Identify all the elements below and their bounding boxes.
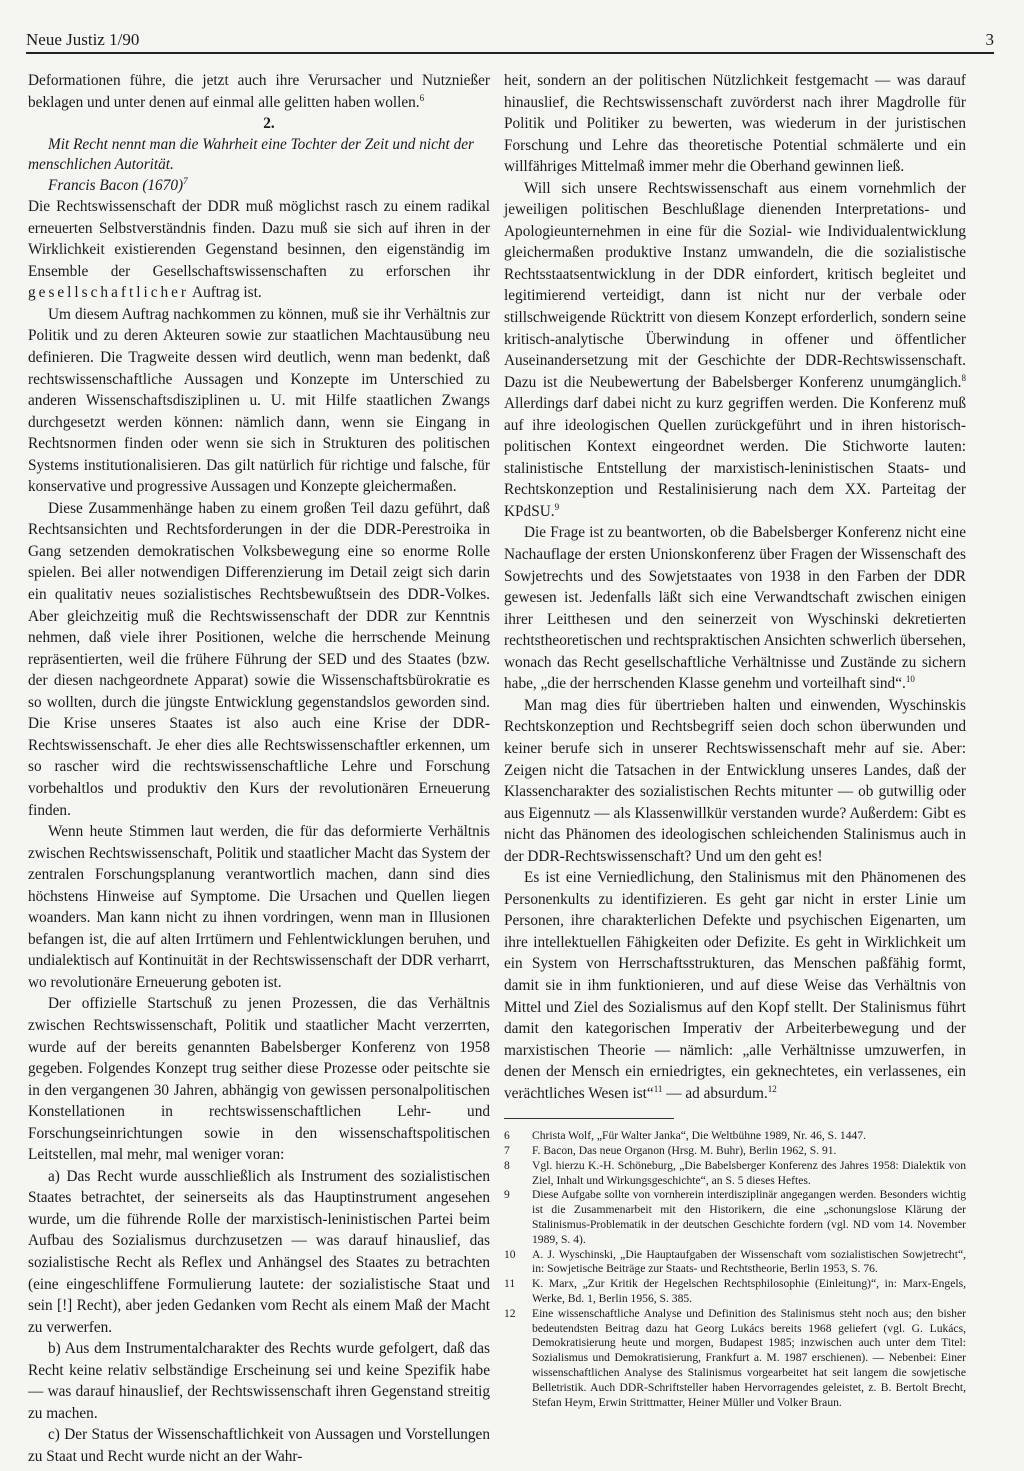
page-header xyxy=(26,26,994,54)
paragraph-text: Es ist eine Verniedlichung, den Stalinismus mit den Phänomenen des Personenkults zu identifizieren. Es geht gar nicht in erster Linie um Personen, ihre charakterlichen Defekte und psychischen Eigenarten, um ihre intellektuellen Fähigkeiten oder Defizite. Es geht in Wirklichkeit um ein System von Herrschaftsstrukturen, das Menschen paßfähig formt, damit sie in ihm funktionieren, und auf diese Weise das Verhältnis von Mittel und Ziel des Sozialismus auf den Kopf stellt. Der Stalinismus führt damit den kategorischen Imperativ der Arbeiterbewegung und der marxistischen Theorie — nämlich: „alle Verhältnisse umzuwerfen, in denen der Mensch ein erniedrigtes, ein geknechtetes, ein verlassenes, ein verächtliches Wesen ist“ xyxy=(504,869,966,1102)
footnote xyxy=(504,1277,966,1307)
paragraph: Wenn heute Stimmen laut werden, die für das deformierte Verhältnis zwischen Rechtswissenschaft, Politik und staatlicher Macht das System der zentralen Forschungsplanung verantwortlich machen, dann sind dies höchstens Hinweise auf Symptome. Die Ursachen und Quellen liegen woanders. Man kann nicht zu ihnen vordringen, wenn man in Illusionen befangen ist, die auf alten Irrtümern und Fehlentwicklungen beruhen, und undialektisch auf Kontinuität in der Rechtswissenschaft der DDR verharrt, wo revolutionäre Erneuerung geboten ist. xyxy=(28,823,490,991)
footnote-ref[interactable]: 10 xyxy=(905,674,915,685)
paragraph: heit, sondern an der politischen Nützlichkeit festgemacht — was darauf hinauslief, die Rechtswissenschaft zuvörderst nach ihrer Magdrolle für Politik und Politiker zu bewerten, was wiederum in der juristischen Forschung und Lehre das theoretische Potential schmälerte und ein willfähriges Mittelmaß immer mehr die Oberhand gewinnen ließ. xyxy=(504,72,966,176)
footnote-number: 7 xyxy=(504,1144,510,1158)
motto-source-text: Francis Bacon (1670) xyxy=(48,176,184,194)
footnote-ref[interactable]: 8 xyxy=(961,372,966,383)
footnote xyxy=(504,1159,966,1189)
footnote-text: F. Bacon, Das neue Organon (Hrsg. M. Buhr), Berlin 1962, S. 91. xyxy=(532,1144,837,1158)
footnote-text: Vgl. hierzu K.-H. Schöneburg, „Die Babelsberger Konferenz des Jahres 1958: Dialektik von Ziel, Inhalt und Wirkungsgeschichte“, an S. 5 dieses Heftes. xyxy=(532,1158,966,1187)
paragraph-text: Die Frage ist zu beantworten, ob die Babelsberger Konferenz nicht eine Nachauflage der ersten Unionskonferenz über Fragen der Wissenschaft des Sowjetrechts und des Sowjetstaates von 1938 in den Farben der DDR gewesen ist. Jedenfalls läßt sich eine Verwandtschaft zwischen einigen ihrer Leitthesen und den seinerzeit von Wyschinski dekretierten rechtstheoretischen und rechtspraktischen Ansichten schwerlich übersehen, wonach das Recht gesellschaftliche Verhältnisse und Zustände zu sichern habe, „die der herrschenden Klasse genehm und vorteilhaft sind“. xyxy=(504,524,966,693)
paragraph-text: Deformationen führe, die jetzt auch ihre Verursacher und Nutznießer beklagen und unter denen auf einmal alle gelitten haben wollen. xyxy=(28,72,490,111)
footnote-ref[interactable]: 6 xyxy=(419,92,425,103)
list-item-b: b) Aus dem Instrumentalcharakter des Rechts wurde gefolgert, daß das Recht keine relativ selbständige Erscheinung sei und keine Spezifik habe — was darauf hinauslief, der Rechtswissenschaft ihren Gegenstand streitig zu machen. xyxy=(28,1340,490,1422)
paragraph: Der offizielle Startschuß zu jenen Prozessen, die das Verhältnis zwischen Rechtswissenschaft, Politik und staatlicher Macht verzerrten, wurde auf der bereits genannten Babelsberger Konferenz von 1958 gegeben. Folgendes Konzept trug seither diese Prozesse oder peitschte sie in den vergangenen 30 Jahren, abhängig von gewissen personalpolitischen Konstellationen in rechtswissenschaftlichen Lehr- und Forschungseinrichtungen sowie in den wissenschaftspolitischen Leitstellen, mal mehr, mal weniger voran: xyxy=(28,995,490,1164)
paragraph-text: Allerdings darf dabei nicht zu kurz gegriffen werden. Die Konferenz muß auf ihre ideologischen Quellen zurückgeführt und in ihren historisch-politischen Kontext eingeordnet werden. Die Stichworte lauten: stalinistische Entstellung der marxistisch-leninistischen Staats- und Rechtskonzeption und Restalinisierung nach dem XX. Parteitag der KPdSU. xyxy=(504,395,966,520)
footnote-number: 6 xyxy=(504,1129,510,1143)
paragraph: Diese Zusammenhänge haben zu einem großen Teil dazu geführt, daß Rechtsansichten und Rechtsforderungen in der die DDR-Perestroika in Gang setzenden demokratischen Volksbewegung eine so enorme Rolle spielen. Bei aller notwendigen Differenzierung im Detail zeigt sich darin ein qualitativ neues sozialistisches Rechtsbewußtsein des DDR-Volkes. Aber gleichzeitig muß die Rechtswissenschaft der DDR zur Kenntnis nehmen, daß viele ihrer Positionen, welche die herrschende Meinung repräsentierten, weil die frühere Führung der SED und des Staates (bzw. der diesen nachgeordnete Apparat) sowie die Wissenschaftsbürokratie es so wollten, durch die jüngste Entwicklung gegenstandslos geworden sind. Die Krise unseres Staates ist also auch eine Krise der DDR-Rechtswissenschaft. Je eher dies alle Rechtswissenschaftler erkennen, um so rascher wird die rechtswissenschaftliche Lehre und Forschung vorbehaltlos und produktiv den Kurs der revolutionären Erneuerung finden. xyxy=(28,499,490,819)
paragraph-text: Will sich unsere Rechtswissenschaft aus einem vornehmlich der jeweiligen politischen Beschlußlage dienenden Interpretations- und Apologieunternehmen in eine für die Sozial- wie Individualentwicklung gleichermaßen produktive Instanz umwandeln, die die sozialistische Rechtsstaatsentwicklung in der DDR einfordert, kritisch begleitet und legitimierend verteidigt, dann ist nicht nur der verbale oder stillschweigende Rücktritt von diesem Konzept erforderlich, sondern seine kritisch-analytische Überwindung in offener und öffentlicher Auseinandersetzung mit der Geschichte der DDR-Rechtswissenschaft. Dazu ist die Neubewertung der Babelsberger Konferenz unumgänglich. xyxy=(504,179,966,391)
footnote-number: 12 xyxy=(504,1306,516,1320)
paragraph-text: — ad absurdum. xyxy=(662,1084,768,1102)
footnote-ref[interactable]: 11 xyxy=(653,1083,663,1094)
footnote-number: 11 xyxy=(504,1277,516,1291)
footnote xyxy=(504,1188,966,1247)
list-item-c: c) Der Status der Wissenschaftlichkeit von Aussagen und Vorstellungen zu Staat und Recht wurde nicht an der Wahr- xyxy=(28,1426,490,1465)
motto-source xyxy=(28,175,490,197)
footnote-ref[interactable]: 12 xyxy=(767,1083,777,1094)
emphasis-spaced: gesellschaftlicher xyxy=(28,284,190,302)
paragraph: Man mag dies für übertrieben halten und einwenden, Wyschinskis Rechtskonzeption und Rechtsbegriff seien doch schon überwunden und keiner berufe sich in unserer Rechtswissenschaft mehr auf sie. Aber: Zeigen nicht die Tatsachen in der Entwicklung unseres Landes, daß der Klassencharakter des sozialistischen Rechts mitunter — ob gutwillig oder aus Eigennutz — als Klassenwillkür verstanden wurde? Außerdem: Gibt es nicht das Phänomen des ideologischen schleichenden Stalinismus auch in der DDR-Rechtswissenschaft? Und um den geht es! xyxy=(504,696,966,865)
paragraph xyxy=(504,522,966,694)
list-item-a: a) Das Recht wurde ausschließlich als Instrument des sozialistischen Staates betrachtet, der seinerseits als das Hauptinstrument angesehen wurde, um die führende Rolle der marxistisch-leninistischen Partei beim Aufbau des Sozialismus durchzusetzen — was darauf hinauslief, das sozialistische Recht als Reflex und Anhängsel des Staates zu betrachten (eine eingeschliffene Formulierung lautete: der sozialistische Staat und sein [!] Recht), aber jeden Gedanken vom Recht als einem Maß der Macht zu verwerfen. xyxy=(28,1167,490,1336)
paragraph xyxy=(504,178,966,523)
left-column xyxy=(28,70,490,1467)
right-column xyxy=(504,70,966,1410)
footnote-number: 8 xyxy=(504,1158,510,1172)
paragraph-text: Auftrag ist. xyxy=(192,284,262,302)
footnote-text: A. J. Wyschinski, „Die Hauptaufgaben der Wissenschaft vom sozialistischen Sowjetrecht“, in: Sowjetische Beiträge zur Staats- und Rechtstheorie, Berlin 1953, S. 76. xyxy=(532,1247,966,1276)
paragraph: Um diesem Auftrag nachkommen zu können, muß sie ihr Verhältnis zur Politik und zu deren Akteuren sowie zur staatlichen Machtausübung neu definieren. Die Tragweite dessen wird deutlich, wenn man bedenkt, daß rechtswissenschaftliche Aussagen und Konzepte im Unterschied zu anderen Wissenschaftsdisziplinen u. U. mit Hilfe staatlichen Zwangs durchgesetzt werden können: nämlich dann, wenn sie Eingang in Rechtsnormen finden oder wenn sie sich in Strukturen des politischen Systems institutionalisieren. Das gilt natürlich für richtige und falsche, für konservative und progressive Aussagen und Konzepte gleichermaßen. xyxy=(28,305,490,496)
footnote-text: K. Marx, „Zur Kritik der Hegelschen Rechtsphilosophie (Einleitung)“, in: Marx-Engels, Werke, Bd. 1, Berlin 1956, S. 385. xyxy=(532,1277,966,1306)
footnotes xyxy=(504,1129,966,1410)
footnote-text: Christa Wolf, „Für Walter Janka“, Die Weltbühne 1989, Nr. 46, S. 1447. xyxy=(532,1129,867,1143)
paragraph-text: Die Rechtswissenschaft der DDR muß möglichst rasch zu einem radikal erneuerten Selbstverständnis finden. Dazu muß sie sich auf ihren in der Wirklichkeit existierenden Gegenstand besinnen, den eigenständig im Ensemble der Gesellschaftswissenschaften zu erforschen ihr xyxy=(28,198,490,280)
footnote-text: Eine wissenschaftliche Analyse und Definition des Stalinismus steht noch aus; den bisher bedeutendsten Beitrag dazu hat Georg Lukács bereits 1968 geliefert (vgl. G. Lukács, Demokratisierung heute und morgen, Budapest 1985; inzwischen auch unter dem Titel: Sozialismus und Demokratisierung, Frankfurt a. M. 1987 erschienen). — Nebenbei: Einer wissenschaftlichen Analyse des Stalinismus vorgearbeitet hat seit langem die sowjetische Belletristik. Auch DDR-Schriftsteller haben Hervorragendes geleistet, z. B. Bertolt Brecht, Stefan Heym, Erwin Strittmatter, Heiner Müller und Volker Braun. xyxy=(532,1306,966,1409)
footnote-number: 9 xyxy=(504,1188,510,1202)
journal-title: Neue Justiz 1/90 xyxy=(26,30,140,49)
footnote xyxy=(504,1144,966,1159)
paragraph xyxy=(28,70,490,113)
footnote-ref[interactable]: 7 xyxy=(183,175,188,186)
section-number: 2. xyxy=(263,115,275,133)
footnote-divider xyxy=(504,1118,674,1119)
footnote-number: 10 xyxy=(504,1247,516,1261)
paragraph xyxy=(28,196,490,304)
page-number: 3 xyxy=(985,30,994,49)
footnote xyxy=(504,1129,966,1144)
footnote xyxy=(504,1307,966,1411)
footnote-ref[interactable]: 9 xyxy=(554,501,560,512)
motto-quote: Mit Recht nennt man die Wahrheit eine Tochter der Zeit und nicht der menschlichen Autorität. xyxy=(28,135,474,173)
footnote xyxy=(504,1248,966,1278)
footnote-text: Diese Aufgabe sollte von vornherein interdisziplinär angegangen werden. Besonders wichtig ist die Zusammenarbeit mit den Historikern, die eine „schonungslose Klärung der Stalinismus-Problematik in der deutschen Geschichte fordern (vgl. ND vom 14. November 1989, S. 4). xyxy=(532,1188,966,1246)
paragraph xyxy=(504,867,966,1104)
